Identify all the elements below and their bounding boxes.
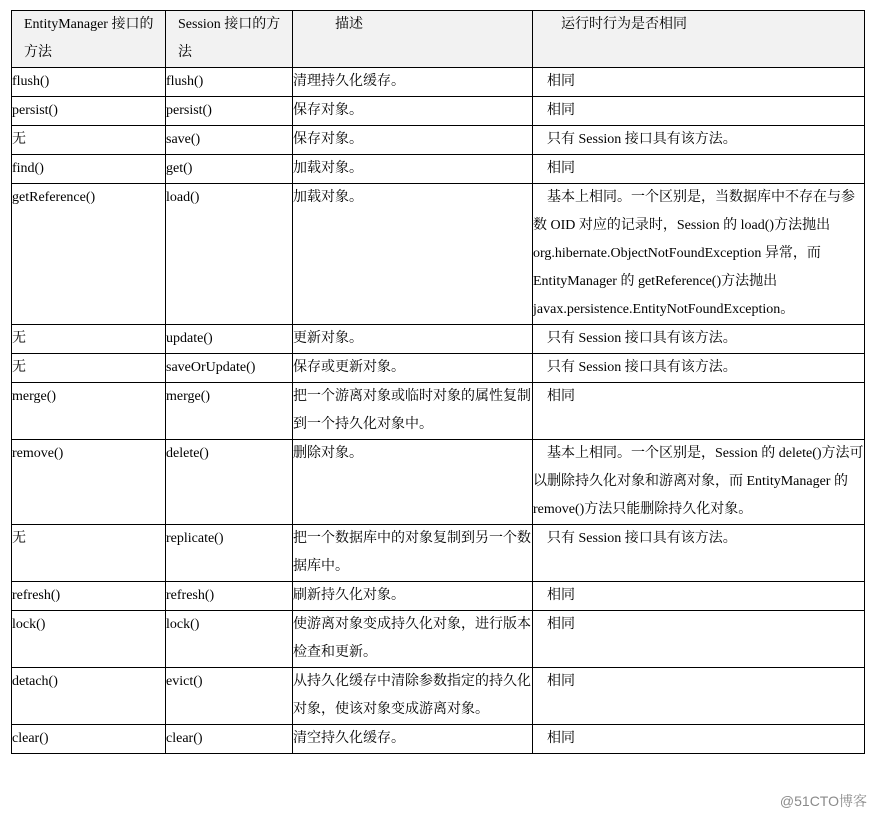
header-runtime-behavior-same: 运行时行为是否相同 [533,11,865,68]
cell-session-method-text: evict() [166,674,203,689]
cell-description-text: 保存对象。 [293,103,363,118]
cell-session-method [166,325,293,354]
cell-runtime-behavior-text: 相同 [547,617,575,632]
table-row [12,68,865,97]
cell-session-method [166,668,293,725]
cell-entitymanager-method-text: lock() [12,617,46,632]
cell-description [293,440,533,525]
cell-description [293,354,533,383]
table-row [12,126,865,155]
cell-description-text: 删除对象。 [293,446,363,461]
cell-entitymanager-method-text: 无 [12,331,26,346]
cell-session-method [166,440,293,525]
cell-session-method-text: saveOrUpdate() [166,360,256,375]
cell-entitymanager-method-text: clear() [12,731,49,746]
cell-description [293,525,533,582]
cell-session-method [166,525,293,582]
cell-runtime-behavior [533,97,865,126]
table-row [12,354,865,383]
cell-runtime-behavior [533,325,865,354]
cell-runtime-behavior [533,354,865,383]
cell-description [293,325,533,354]
cell-entitymanager-method-text: detach() [12,674,58,689]
table-row [12,184,865,325]
header-session-method: Session 接口的方法 [166,11,293,68]
cell-session-method [166,354,293,383]
cell-description-text: 把一个游离对象或临时对象的属性复制到一个持久化对象中。 [293,389,531,432]
table-row [12,440,865,525]
cell-description [293,725,533,754]
cell-entitymanager-method-text: getReference() [12,190,96,205]
cell-entitymanager-method-text: flush() [12,74,50,89]
cell-description-text: 清理持久化缓存。 [293,74,405,89]
cell-entitymanager-method-text: remove() [12,446,64,461]
cell-entitymanager-method [12,97,166,126]
cell-description [293,97,533,126]
cell-runtime-behavior-text: 只有 Session 接口具有该方法。 [547,360,737,375]
table-row [12,383,865,440]
cell-entitymanager-method [12,126,166,155]
table-row [12,668,865,725]
cell-description-text: 把一个数据库中的对象复制到另一个数据库中。 [293,531,531,574]
cell-session-method [166,725,293,754]
cell-session-method [166,126,293,155]
cell-description [293,68,533,97]
cell-description-text: 更新对象。 [293,331,363,346]
cell-description-text: 清空持久化缓存。 [293,731,405,746]
cell-session-method-text: load() [166,190,200,205]
cell-description [293,611,533,668]
cell-entitymanager-method-text: persist() [12,103,58,118]
cell-entitymanager-method [12,325,166,354]
cell-runtime-behavior [533,611,865,668]
cell-description [293,184,533,325]
cell-runtime-behavior-text: 相同 [547,588,575,603]
cell-entitymanager-method-text: merge() [12,389,57,404]
cell-entitymanager-method-text: 无 [12,531,26,546]
cell-description [293,582,533,611]
watermark: @51CTO博客 [779,793,867,809]
cell-description-text: 加载对象。 [293,161,363,176]
cell-description [293,126,533,155]
cell-runtime-behavior [533,68,865,97]
cell-runtime-behavior [533,582,865,611]
cell-session-method-text: replicate() [166,531,224,546]
cell-entitymanager-method [12,582,166,611]
cell-entitymanager-method [12,725,166,754]
cell-runtime-behavior-text: 只有 Session 接口具有该方法。 [547,331,737,346]
cell-runtime-behavior-text: 相同 [547,74,575,89]
cell-entitymanager-method [12,525,166,582]
cell-entitymanager-method-text: 无 [12,360,26,375]
table-row [12,611,865,668]
header-description: 描述 [293,11,533,68]
cell-entitymanager-method [12,440,166,525]
table-body [12,68,865,754]
cell-session-method-text: clear() [166,731,203,746]
cell-session-method [166,611,293,668]
cell-entitymanager-method [12,155,166,184]
header-entitymanager-method: EntityManager 接口的方法 [12,11,166,68]
cell-runtime-behavior [533,725,865,754]
cell-description-text: 刷新持久化对象。 [293,588,405,603]
cell-runtime-behavior [533,126,865,155]
cell-runtime-behavior-text: 相同 [547,389,575,404]
cell-runtime-behavior-text: 相同 [547,674,575,689]
table-row [12,155,865,184]
cell-description-text: 保存对象。 [293,132,363,147]
cell-session-method-text: lock() [166,617,200,632]
cell-description [293,383,533,440]
cell-session-method-text: flush() [166,74,204,89]
table-row [12,97,865,126]
cell-session-method [166,97,293,126]
cell-entitymanager-method [12,611,166,668]
cell-entitymanager-method [12,668,166,725]
cell-description-text: 保存或更新对象。 [293,360,405,375]
cell-entitymanager-method [12,68,166,97]
cell-runtime-behavior-text: 只有 Session 接口具有该方法。 [547,132,737,147]
table-row [12,582,865,611]
cell-description [293,155,533,184]
cell-description-text: 加载对象。 [293,190,363,205]
cell-runtime-behavior-text: 基本上相同。一个区别是，Session 的 delete()方法可以删除持久化对象和游离对象，而 EntityManager 的 remove()方法只能删除持久化对象。 [533,446,864,517]
cell-entitymanager-method-text: 无 [12,132,26,147]
cell-entitymanager-method-text: refresh() [12,588,61,603]
cell-entitymanager-method-text: find() [12,161,44,176]
cell-session-method-text: merge() [166,389,211,404]
cell-runtime-behavior-text: 只有 Session 接口具有该方法。 [547,531,737,546]
cell-description-text: 使游离对象变成持久化对象，进行版本检查和更新。 [293,617,531,660]
cell-runtime-behavior [533,155,865,184]
cell-runtime-behavior-text: 相同 [547,731,575,746]
cell-session-method-text: get() [166,161,193,176]
cell-session-method [166,582,293,611]
cell-runtime-behavior [533,383,865,440]
cell-session-method-text: save() [166,132,201,147]
table-row [12,325,865,354]
table-row [12,725,865,754]
cell-description [293,668,533,725]
cell-session-method [166,383,293,440]
cell-session-method-text: update() [166,331,213,346]
cell-runtime-behavior [533,440,865,525]
cell-session-method [166,155,293,184]
cell-runtime-behavior-text: 基本上相同。一个区别是，当数据库中不存在与参数 OID 对应的记录时，Session 的 load()方法抛出 org.hibernate.ObjectNotFoundException 异常，而 EntityManager 的 getReference()方法抛出 javax.persistence.EntityNotFoundException。 [533,190,855,317]
cell-runtime-behavior-text: 相同 [547,161,575,176]
table-header-row [12,11,865,68]
cell-session-method-text: refresh() [166,588,215,603]
cell-entitymanager-method [12,184,166,325]
cell-session-method-text: delete() [166,446,209,461]
table-row [12,525,865,582]
cell-description-text: 从持久化缓存中清除参数指定的持久化对象，使该对象变成游离对象。 [293,674,531,717]
cell-runtime-behavior-text: 相同 [547,103,575,118]
cell-runtime-behavior [533,668,865,725]
cell-entitymanager-method [12,383,166,440]
cell-runtime-behavior [533,184,865,325]
cell-session-method-text: persist() [166,103,212,118]
cell-session-method [166,68,293,97]
comparison-table [11,10,865,754]
cell-runtime-behavior [533,525,865,582]
cell-entitymanager-method [12,354,166,383]
cell-session-method [166,184,293,325]
